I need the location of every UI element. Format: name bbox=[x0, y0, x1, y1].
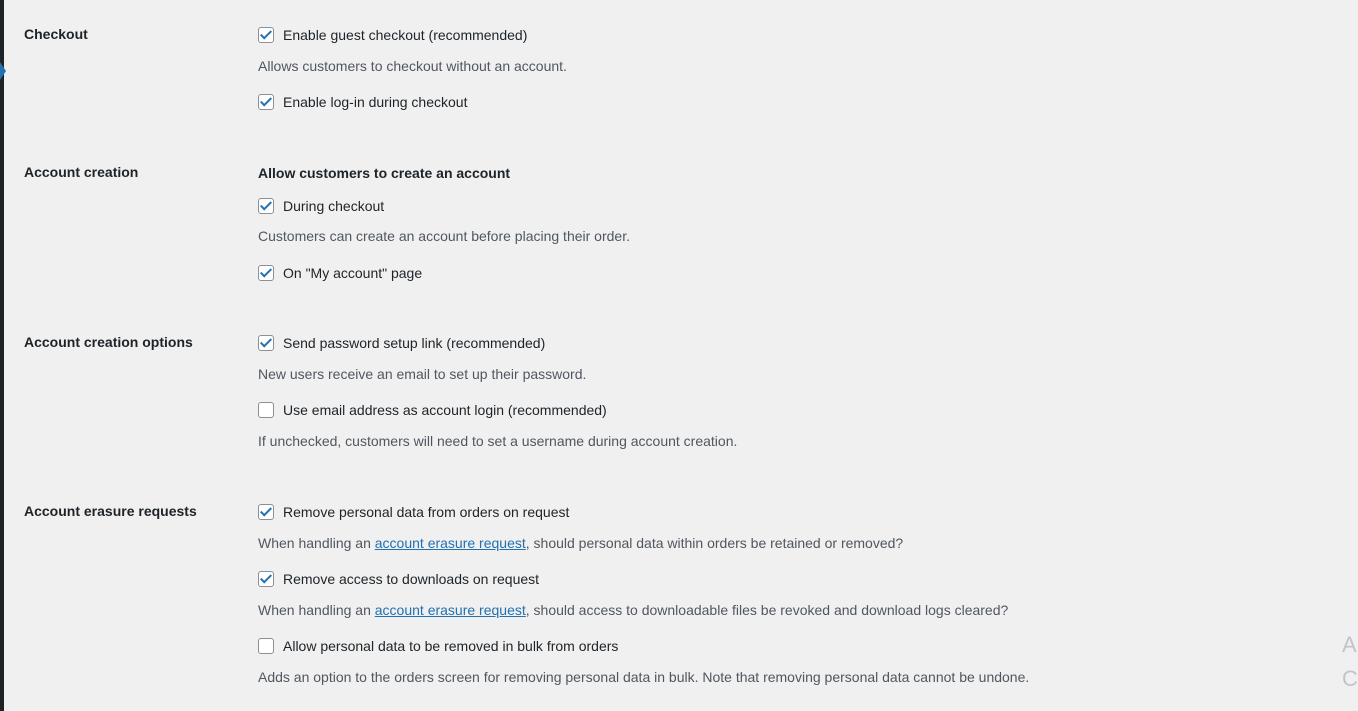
email-login-checkbox[interactable] bbox=[258, 402, 274, 418]
checkout-label: Checkout bbox=[24, 26, 88, 42]
guest-checkout-label: Enable guest checkout (recommended) bbox=[283, 27, 528, 43]
password-link-checkbox[interactable] bbox=[258, 335, 274, 351]
remove-downloads-checkbox[interactable] bbox=[258, 571, 274, 587]
guest-checkout-description: Allows customers to checkout without an account. bbox=[258, 58, 567, 74]
current-menu-indicator bbox=[0, 62, 6, 80]
remove-orders-checkbox[interactable] bbox=[258, 504, 274, 520]
admin-sidebar-edge bbox=[0, 0, 4, 711]
during-checkout-option[interactable] bbox=[258, 197, 384, 215]
bulk-remove-label: Allow personal data to be removed in bulk from orders bbox=[283, 638, 619, 654]
remove-orders-desc-pre: When handling an bbox=[258, 535, 375, 551]
my-account-checkbox[interactable] bbox=[258, 265, 274, 281]
login-checkout-label: Enable log-in during checkout bbox=[283, 94, 468, 110]
erasure-request-link[interactable]: account erasure request bbox=[374, 602, 526, 618]
remove-downloads-label: Remove access to downloads on request bbox=[283, 571, 540, 587]
during-checkout-checkbox[interactable] bbox=[258, 198, 274, 214]
edge-glyph-a: A bbox=[1342, 632, 1357, 657]
during-checkout-label: During checkout bbox=[283, 198, 385, 214]
allow-account-subheading: Allow customers to create an account bbox=[258, 165, 511, 181]
remove-orders-label: Remove personal data from orders on request bbox=[283, 504, 570, 520]
email-login-description: If unchecked, customers will need to set a username during account creation. bbox=[258, 433, 738, 449]
password-link-label: Send password setup link (recommended) bbox=[283, 335, 546, 351]
my-account-label: On "My account" page bbox=[283, 265, 423, 281]
password-link-description: New users receive an email to set up their password. bbox=[258, 366, 587, 382]
erasure-request-link[interactable]: account erasure request bbox=[374, 535, 526, 551]
bulk-remove-option[interactable] bbox=[258, 637, 618, 655]
bulk-remove-description: Adds an option to the orders screen for removing personal data in bulk. Note that removing personal data cannot be undone. bbox=[258, 669, 1030, 685]
account-creation-options-label: Account creation options bbox=[24, 334, 193, 350]
email-login-label: Use email address as account login (recommended) bbox=[283, 402, 607, 418]
login-checkout-checkbox[interactable] bbox=[258, 94, 274, 110]
remove-downloads-desc-pre: When handling an bbox=[258, 602, 375, 618]
guest-checkout-checkbox[interactable] bbox=[258, 27, 274, 43]
bulk-remove-checkbox[interactable] bbox=[258, 638, 274, 654]
remove-orders-description bbox=[258, 535, 903, 551]
account-erasure-label: Account erasure requests bbox=[24, 503, 197, 519]
remove-downloads-desc-post: , should access to downloadable files be revoked and download logs cleared? bbox=[525, 602, 1009, 618]
my-account-option[interactable] bbox=[258, 264, 422, 282]
guest-checkout-option[interactable] bbox=[258, 26, 527, 44]
password-link-option[interactable] bbox=[258, 334, 545, 352]
remove-downloads-description bbox=[258, 602, 1008, 618]
remove-orders-desc-post: , should personal data within orders be retained or removed? bbox=[525, 535, 904, 551]
login-checkout-option[interactable] bbox=[258, 93, 467, 111]
during-checkout-description: Customers can create an account before placing their order. bbox=[258, 228, 630, 244]
email-login-option[interactable] bbox=[258, 401, 607, 419]
account-creation-label: Account creation bbox=[24, 164, 139, 180]
remove-orders-option[interactable] bbox=[258, 503, 569, 521]
edge-glyph-c: C bbox=[1342, 666, 1358, 691]
remove-downloads-option[interactable] bbox=[258, 570, 539, 588]
